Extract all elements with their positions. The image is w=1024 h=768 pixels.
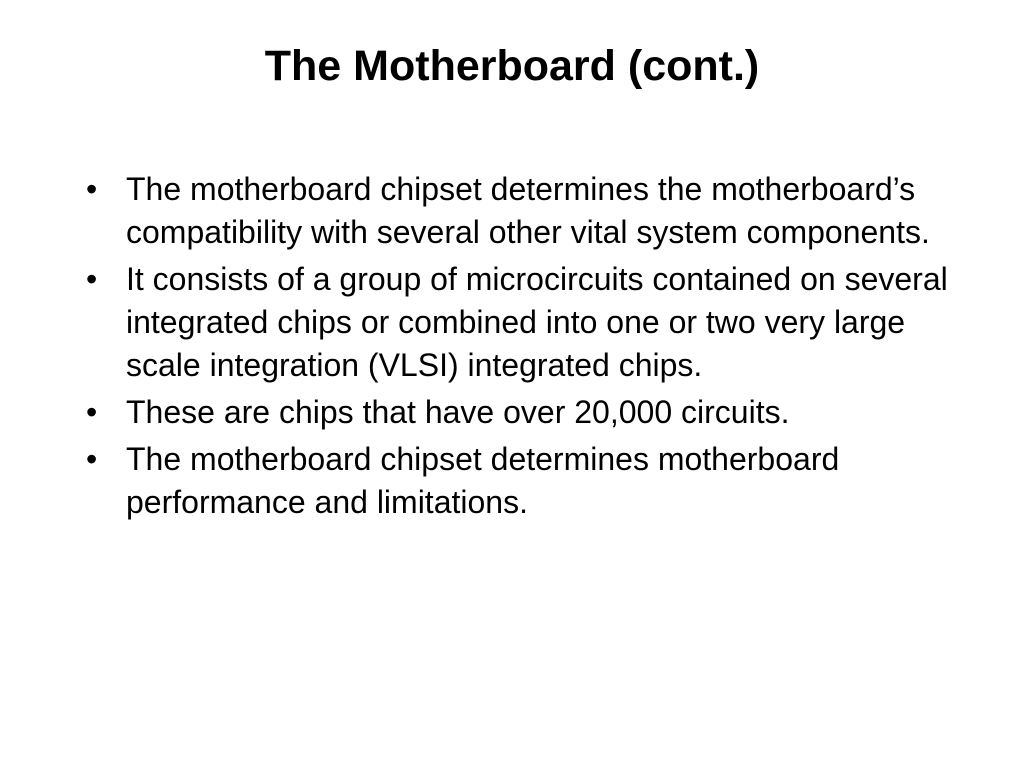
bullet-item <box>86 168 986 254</box>
bullet-icon: • <box>86 441 98 477</box>
bullet-icon: • <box>86 394 98 430</box>
bullet-item <box>86 391 986 434</box>
bullet-text: The motherboard chipset determines the motherboard’s compatibility with several other vital system components. <box>126 171 930 250</box>
bullet-text: It consists of a group of microcircuits contained on several integrated chips or combined into one or two very large scale integration (VLSI) integrated chips. <box>126 261 948 383</box>
bullet-icon: • <box>86 261 98 297</box>
bullet-text: The motherboard chipset determines motherboard performance and limitations. <box>126 441 840 520</box>
bullet-list <box>86 168 986 528</box>
bullet-text: These are chips that have over 20,000 circuits. <box>126 394 790 430</box>
bullet-icon: • <box>86 171 98 207</box>
bullet-item <box>86 258 986 387</box>
bullet-item <box>86 438 986 524</box>
slide-title: The Motherboard (cont.) <box>264 42 760 90</box>
